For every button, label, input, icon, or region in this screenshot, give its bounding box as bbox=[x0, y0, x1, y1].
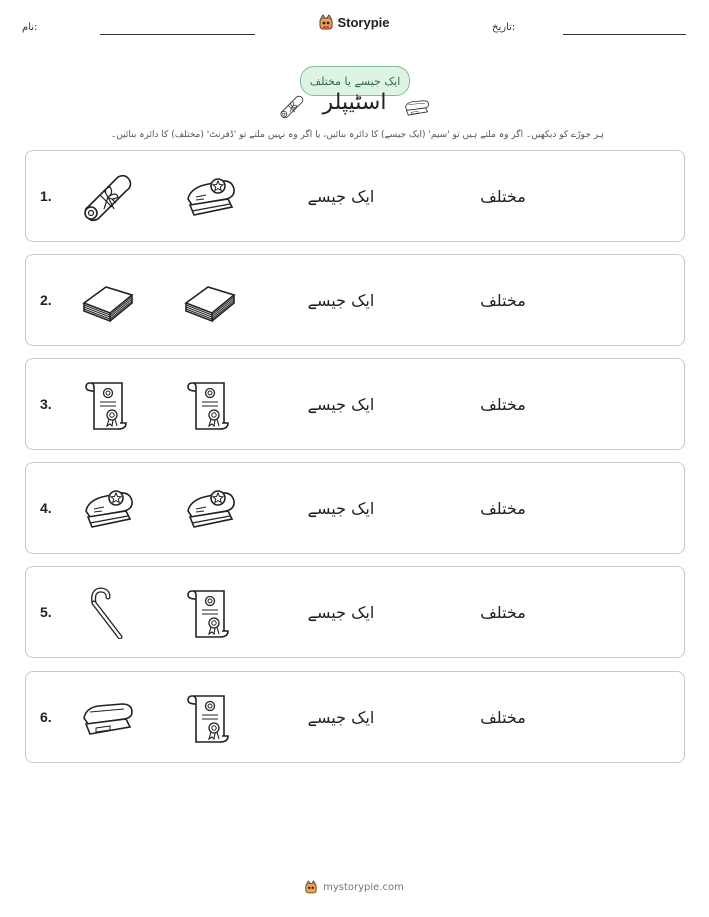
different-option[interactable]: مختلف bbox=[480, 290, 526, 310]
brand-name: Storypie bbox=[337, 14, 390, 30]
book-stack-icon bbox=[80, 273, 136, 327]
question-number: 3. bbox=[40, 396, 52, 412]
name-line[interactable] bbox=[100, 34, 255, 35]
page-title: اسٹیپلر bbox=[322, 90, 387, 115]
storypie-mascot-icon bbox=[319, 14, 333, 30]
certificate-icon bbox=[182, 585, 238, 639]
book-stack-icon bbox=[182, 273, 238, 327]
footer-url: mystorypie.com bbox=[323, 881, 404, 893]
question-row bbox=[25, 462, 685, 554]
name-label: نام: bbox=[22, 22, 38, 33]
instructions: ہر جوڑے کو دیکھیں۔ اگر وہ ملتے ہیں تو 'سیم' (ایک جیسے) کا دائرہ بنائیں، یا اگر وہ نہیں ملتے تو 'ڈفرنٹ' (مختلف) کا دائرہ بنائیں۔ bbox=[111, 130, 604, 140]
question-row bbox=[25, 254, 685, 346]
different-option[interactable]: مختلف bbox=[480, 394, 526, 414]
certificate-icon bbox=[182, 377, 238, 431]
question-row bbox=[25, 150, 685, 242]
footer bbox=[0, 880, 709, 894]
different-option[interactable]: مختلف bbox=[480, 498, 526, 518]
question-number: 4. bbox=[40, 500, 52, 516]
storypie-mascot-icon bbox=[305, 880, 317, 894]
date-line[interactable] bbox=[563, 34, 686, 35]
question-number: 2. bbox=[40, 292, 52, 308]
stapler-star-icon bbox=[182, 169, 238, 223]
same-option[interactable]: ایک جیسے bbox=[307, 498, 375, 518]
same-option[interactable]: ایک جیسے bbox=[307, 186, 375, 206]
same-option[interactable]: ایک جیسے bbox=[307, 290, 375, 310]
brand-logo bbox=[0, 14, 709, 30]
cane-icon bbox=[80, 585, 136, 639]
stapler-icon bbox=[402, 94, 432, 120]
question-number: 1. bbox=[40, 188, 52, 204]
topic-badge: ایک جیسے یا مختلف bbox=[300, 66, 410, 96]
question-number: 6. bbox=[40, 709, 52, 725]
different-option[interactable]: مختلف bbox=[480, 707, 526, 727]
certificate-icon bbox=[182, 690, 238, 744]
question-number: 5. bbox=[40, 604, 52, 620]
stapler-icon bbox=[80, 690, 136, 744]
certificate-icon bbox=[80, 377, 136, 431]
stapler-star-icon bbox=[182, 481, 238, 535]
different-option[interactable]: مختلف bbox=[480, 186, 526, 206]
date-label: تاریخ: bbox=[492, 22, 516, 33]
scroll-icon bbox=[80, 169, 136, 223]
stapler-star-icon bbox=[80, 481, 136, 535]
same-option[interactable]: ایک جیسے bbox=[307, 707, 375, 727]
question-row bbox=[25, 566, 685, 658]
different-option[interactable]: مختلف bbox=[480, 602, 526, 622]
same-option[interactable]: ایک جیسے bbox=[307, 602, 375, 622]
question-row bbox=[25, 358, 685, 450]
same-option[interactable]: ایک جیسے bbox=[307, 394, 375, 414]
question-row bbox=[25, 671, 685, 763]
